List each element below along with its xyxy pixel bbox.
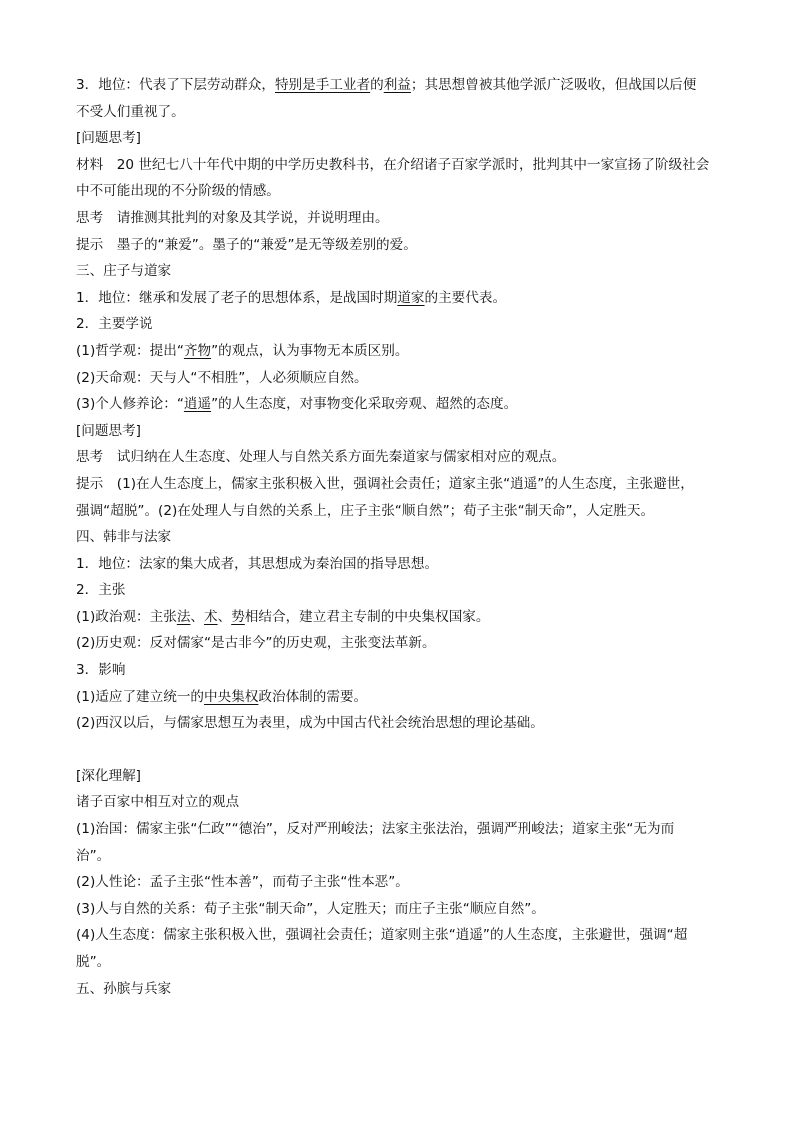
text-line: 提示 (1)在人生态度上，儒家主张积极入世，强调社会责任；道家主张“逍遥”的人生态度，主张避世， (76, 475, 694, 492)
text-line: (1)治国：儒家主张“仁政”“德治”，反对严刑峻法；法家主张法治，强调严刑峻法；道家主张“无为而 (76, 821, 675, 838)
text-line: (3)个人修养论：“逍遥”的人生态度，对事物变化采取旁观、超然的态度。 (76, 396, 518, 413)
text-line: 1．地位：法家的集大成者，其思想成为秦治国的指导思想。 (76, 555, 439, 572)
section-heading: 三、庄子与道家 (76, 263, 172, 280)
text-line: 1．地位：继承和发展了老子的思想体系，是战国时期道家的主要代表。 (76, 289, 507, 306)
text-line: (2)西汉以后，与儒家思想互为表里，成为中国古代社会统治思想的理论基础。 (76, 715, 544, 732)
text-line: (4)人生态度：儒家主张积极入世，强调社会责任；道家则主张“逍遥”的人生态度，主张避世，强调“超 (76, 927, 688, 944)
text-line: 思考 请推测其批判的对象及其学说，并说明理由。 (76, 209, 389, 226)
text-line: 治”。 (76, 847, 111, 864)
text-line: 强调“超脱”。(2)在处理人与自然的关系上，庄子主张“顺自然”；荀子主张“制天命”，人定胜天。 (76, 502, 655, 519)
text-line: 脱”。 (76, 954, 111, 970)
text-line: (1)哲学观：提出“齐物”的观点，认为事物无本质区别。 (76, 342, 409, 359)
paragraph-gap (76, 737, 734, 763)
section-label: [问题思考] (76, 422, 141, 439)
text-line: 3．地位：代表了下层劳动群众，特别是手工业者的利益；其思想曾被其他学派广泛吸收，但战国以后便 (76, 77, 697, 93)
text-line: 思考 试归纳在人生态度、处理人与自然关系方面先秦道家与儒家相对应的观点。 (76, 449, 566, 466)
text-line: (1)适应了建立统一的中央集权政治体制的需要。 (76, 688, 368, 705)
section-label: [问题思考] (76, 130, 141, 147)
text-line: 材料 20 世纪七八十年代中期的中学历史教科书，在介绍诸子百家学派时，批判其中一家宣扬了阶级社会 (76, 156, 710, 173)
text-line: 3．影响 (76, 662, 126, 679)
text-line: 提示 墨子的“兼爱”。墨子的“兼爱”是无等级差别的爱。 (76, 236, 417, 253)
text-line: (2)人性论：孟子主张“性本善”，而荀子主张“性本恶”。 (76, 874, 409, 891)
text-line: (2)天命观：天与人“不相胜”，人必须顺应自然。 (76, 369, 368, 386)
text-line: (1)政治观：主张法、术、势相结合，建立君主专制的中央集权国家。 (76, 608, 490, 625)
text-line: 2．主张 (76, 582, 126, 599)
text-line: 2．主要学说 (76, 316, 153, 333)
section-label: [深化理解] (76, 767, 141, 784)
text-line: 诸子百家中相互对立的观点 (76, 794, 240, 811)
section-heading: 四、韩非与法家 (76, 529, 172, 546)
text-line: (3)人与自然的关系：荀子主张“制天命”，人定胜天；而庄子主张“顺应自然”。 (76, 900, 545, 917)
document-body (76, 72, 734, 1002)
text-line: (2)历史观：反对儒家“是古非今”的历史观，主张变法革新。 (76, 635, 436, 652)
text-line: 不受人们重视了。 (76, 103, 185, 120)
text-line: 中不可能出现的不分阶级的情感。 (76, 183, 280, 200)
section-heading: 五、孙膑与兵家 (76, 980, 172, 997)
